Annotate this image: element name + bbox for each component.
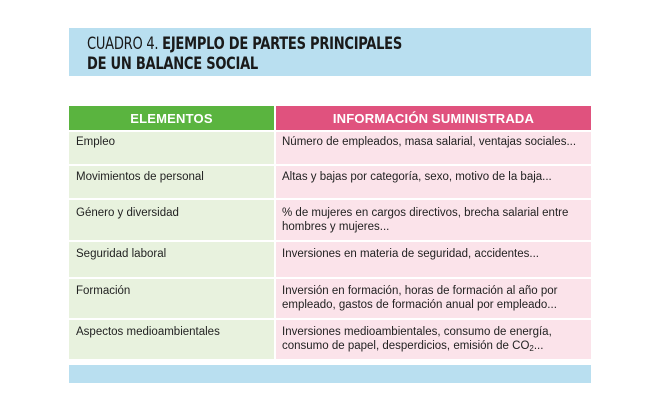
balance-social-table — [69, 106, 591, 359]
info-cell: % de mujeres en cargos directivos, brecha salarial entre hombres y mujeres... — [275, 199, 591, 241]
info-cell: Número de empleados, masa salarial, ventajas sociales... — [275, 131, 591, 165]
title-line-2: DE UN BALANCE SOCIAL — [87, 54, 258, 73]
table-row — [69, 199, 591, 241]
info-cell: Altas y bajas por categoría, sexo, motivo de la baja... — [275, 165, 591, 199]
element-cell: Seguridad laboral — [69, 241, 275, 278]
figure-title — [87, 34, 402, 74]
element-cell: Empleo — [69, 131, 275, 165]
table-header-row — [69, 106, 591, 131]
header-elements: ELEMENTOS — [69, 106, 275, 131]
element-cell: Género y diversidad — [69, 199, 275, 241]
title-bar — [69, 28, 591, 76]
footer-bar — [69, 365, 591, 383]
element-cell: Movimientos de personal — [69, 165, 275, 199]
info-text: Inversiones medioambientales, consumo de energía, consumo de papel, desperdicios, emisión de CO — [282, 326, 552, 352]
header-information: INFORMACIÓN SUMINISTRADA — [275, 106, 591, 131]
table-row — [69, 319, 591, 359]
table-row — [69, 165, 591, 199]
info-ellipsis: ... — [533, 340, 544, 352]
table-row — [69, 241, 591, 278]
element-cell: Formación — [69, 278, 275, 319]
co2-subscript: 2 — [529, 344, 534, 353]
table-row — [69, 278, 591, 319]
info-cell: Inversión en formación, horas de formación al año por empleado, gastos de formación anual por empleado... — [275, 278, 591, 319]
info-cell — [275, 319, 591, 359]
title-line-1: EJEMPLO DE PARTES PRINCIPALES — [162, 34, 402, 53]
element-cell: Aspectos medioambientales — [69, 319, 275, 359]
table-row — [69, 131, 591, 165]
info-cell: Inversiones en materia de seguridad, accidentes... — [275, 241, 591, 278]
title-prefix: CUADRO 4. — [87, 34, 163, 53]
